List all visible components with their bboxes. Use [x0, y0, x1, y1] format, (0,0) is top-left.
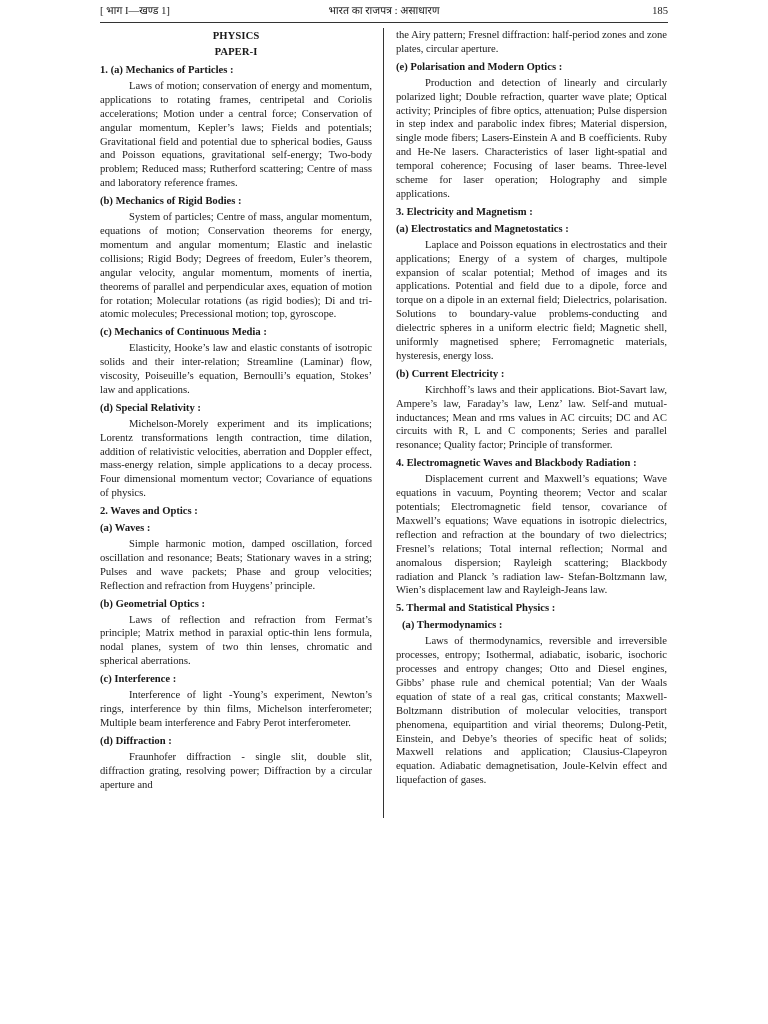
section-text: Laplace and Poisson equations in electrostatics and their applications; Energy of a system of charges, multipole expansion of scalar potential; Method of images and its applications. Potential and field due to a dipole, force and torque on a dipole in an external field; Dielectrics, polarisation. Solutions to boundary-value problems-conducting and dielectric spheres in a uniform electric field; Magnetic shell, uniformly magnetised sphere; Ferromagnetic materials, hysteresis, energy loss. [396, 239, 667, 362]
section-text: Fraunhofer diffraction - single slit, double slit, diffraction grating, resolving power; Diffraction by a circular aperture and [100, 751, 372, 791]
page-number: 185 [652, 6, 668, 17]
left-column [100, 29, 372, 796]
section-heading: (d) Special Relativity : [100, 402, 201, 414]
header-part-label: [ भाग I—खण्ड 1] [100, 6, 170, 17]
page-header [100, 5, 668, 19]
section-heading: (d) Diffraction : [100, 735, 172, 747]
section-heading: (e) Polarisation and Modern Optics : [396, 61, 563, 73]
section-heading: 1. (a) Mechanics of Particles : [100, 65, 234, 76]
section-heading: 3. Electricity and Magnetism : [396, 206, 533, 218]
section-heading: (a) Electrostatics and Magnetostatics : [396, 223, 569, 235]
section-text: Displacement current and Maxwell’s equations; Wave equations in vacuum, Poynting theorem; Vector and scalar potentials; Electromagnetic field tensor, covariance of Maxwell’s equations; Wave equations in isotropic dielectrics, reflection and refraction at the boundary of two dielectrics; Fresnel’s relations; Total internal reflection; Normal and anomalous dispersion; Rayleigh scattering; Blackbody radiation and Planck ’s radiation law- Stefan-Boltzmann law, Wien’s displacement law and Rayleigh-Jeans law. [396, 474, 667, 597]
section-heading: (a) Thermodynamics : [402, 620, 503, 632]
section-text: Kirchhoff’s laws and their applications. Biot-Savart law, Ampere’s law, Faraday’s law, Lenz’ law. Self-and mutual-inductances; Mean and rms values in AC circuits; DC and AC circuits with R, L and C components; Series and parallel resonance; Quality factor; Principle of transformer. [396, 384, 667, 452]
section-text: Laws of reflection and refraction from Fermat’s principle; Matrix method in paraxial optic-thin lens formula, nodal planes, system of two thin lenses, chromatic and spherical aberrations. [100, 614, 372, 668]
section-text: Production and detection of linearly and circularly polarized light; Double refraction, quarter wave plate; Optical activity; Principles of fibre optics, attenuation; Pulse dispersion in step index and parabolic index fibres; Material dispersion, single mode fibers; Lasers-Einstein A and B coefficients. Ruby and He-Ne lasers. Characteristics of laser light-spatial and temporal coherence; Focusing of laser beams. Three-level scheme for laser operation; Holography and simple applications. [396, 77, 667, 200]
column-divider [383, 28, 384, 818]
section-text: Laws of motion; conservation of energy and momentum, applications to rotating frames, centripetal and Coriolis accelerations; Motion under a central force; Conservation of angular momentum, Kepler’s laws; Fields and potentials; Gravitational field and potential due to spherical bodies, Gauss and Poisson equations, gravitational self-energy; Two-body problem; Reduced mass; Rutherford scattering; Centre of mass and laboratory reference frames. [100, 80, 372, 190]
section-text: Simple harmonic motion, damped oscillation, forced oscillation and resonance; Beats; Stationary waves in a string; Pulses and wave packets; Phase and group velocities; Reflection and refraction from Huygens’ principle. [100, 539, 372, 592]
section-text: Laws of thermodynamics, reversible and irreversible processes, entropy; Isothermal, adiabatic, isobaric, isochoric processes and entropy changes; Otto and Diesel engines, Gibbs’ phase rule and chemical potential; Van der Waals equation of state of a real gas, critical constants; Maxwell-Boltzmann distribution of molecular velocities, transport phenomena, equipartition and virial theorems; Dulong-Petit, Einstein, and Debye’s theories of specific heat of solids; Maxwell relations and application; Clausius-Clapeyron equation. Adiabatic demagnetisation, Joule-Kelvin effect and liquefaction of gases. [396, 636, 667, 787]
section-heading: (b) Geometrial Optics : [100, 598, 206, 610]
section-text: Interference of light -Young’s experiment, Newton’s rings, interference by thin films, Michelson interferometer; Multiple beam interference and Fabry Perot interferometer. [100, 690, 372, 729]
document-subtitle: PAPER-I [214, 47, 258, 58]
section-heading: (a) Waves : [100, 523, 151, 535]
section-heading: 4. Electromagnetic Waves and Blackbody Radiation : [396, 458, 637, 470]
section-heading: (b) Mechanics of Rigid Bodies : [100, 196, 242, 208]
section-heading: 5. Thermal and Statistical Physics : [396, 603, 556, 615]
section-heading: (c) Interference : [100, 674, 177, 686]
section-heading: (c) Mechanics of Continuous Media : [100, 327, 267, 339]
section-text: System of particles; Centre of mass, angular momentum, equations of motion; Conservation theorems for energy, momentum and angular momentum; Elastic and inelastic collisions; Rigid Body; Degrees of freedom, Euler’s theorem, angular velocity, angular momentum, moments of inertia, theorems of parallel and perpendicular axes, equation of motion for rotation; Molecular rotations (as rigid bodies); Di and tri-atomic molecules; Precessional motion; top, gyroscope. [100, 212, 372, 321]
header-gazette-title: भारत का राजपत्र : असाधारण [328, 6, 440, 17]
header-rule [100, 22, 668, 23]
section-heading: 2. Waves and Optics : [100, 506, 198, 518]
document-title: PHYSICS [212, 31, 260, 42]
section-text: Elasticity, Hooke’s law and elastic constants of isotropic solids and their inter-relation; Streamline (Laminar) flow, viscosity, Poiseuille’s equation, Bernoulli’s equation, Stokes’ law and applications. [100, 343, 372, 396]
section-text: the Airy pattern; Fresnel diffraction: half-period zones and zone plates, circular aperture. [396, 30, 667, 55]
section-text: Michelson-Morely experiment and its implications; Lorentz transformations length contraction, time dilation, addition of relativistic velocities, aberration and Doppler effect, mass-energy relation, simple applications to a decay process. Four dimensional momentum vector; Covariance of equations of physics. [100, 418, 372, 500]
section-heading: (b) Current Electricity : [396, 368, 505, 380]
right-column [396, 29, 667, 792]
